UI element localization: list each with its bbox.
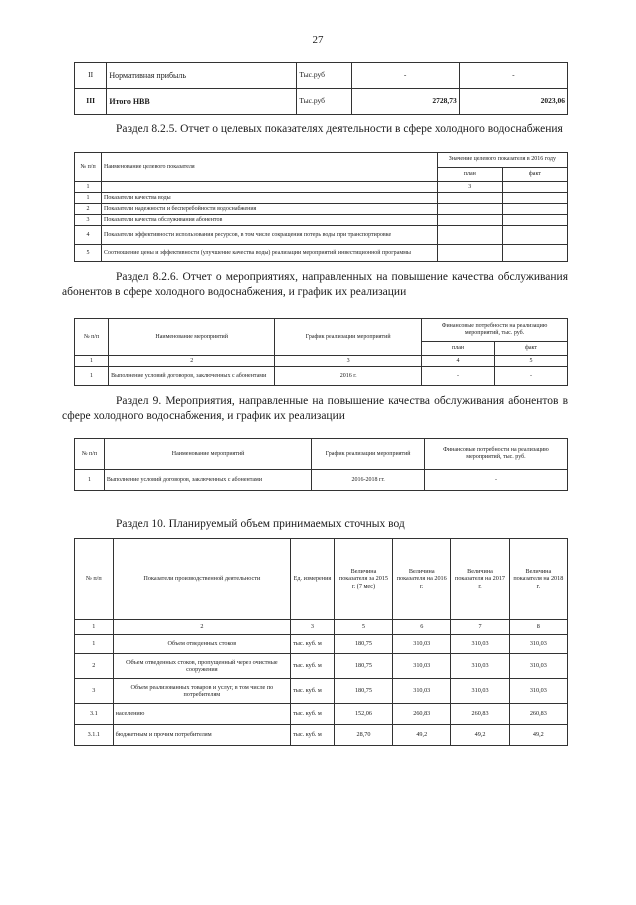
row-plan [437, 245, 502, 262]
col-2015-header: Величина показателя за 2015 г. (7 мес) [334, 539, 392, 620]
row-2016: 49,2 [393, 725, 451, 746]
row-plan [437, 215, 502, 226]
table-row [75, 635, 568, 654]
colnum: 8 [509, 620, 567, 635]
col-schedule-header: График реализации мероприятий [312, 439, 425, 470]
row-num: 2 [75, 204, 102, 215]
row-2015: 152,06 [334, 704, 392, 725]
section-826-table [74, 318, 568, 386]
col-value-header: Значение целевого показателя в 2016 году [437, 153, 567, 168]
table-row [75, 204, 568, 215]
row-num: 1 [75, 367, 109, 386]
table-row [75, 704, 568, 725]
col-fact-header: факт [502, 167, 567, 182]
row-2015: 180,75 [334, 654, 392, 679]
row-unit: тыс. куб. м [291, 679, 335, 704]
section-10-title: Раздел 10. Планируемый объем принимаемых сточных вод [116, 518, 405, 530]
table-row [75, 193, 568, 204]
row-num: 2 [75, 654, 114, 679]
row-unit: тыс. куб. м [291, 704, 335, 725]
row-num: II [75, 63, 107, 89]
row-name: Показатели качества воды [102, 193, 438, 204]
section-10-table [74, 538, 568, 746]
table-header-row [75, 153, 568, 168]
col-fact-header: факт [495, 342, 568, 356]
colnum [102, 182, 438, 193]
row-name: Показатели качества обслуживания абонентов [102, 215, 438, 226]
col-unit-header: Ед. измерения [291, 539, 335, 620]
row-unit: тыс. куб. м [291, 635, 335, 654]
table-header-row [75, 539, 568, 620]
row-name: Соотношение цены и эффективности (улучшение качества воды) реализации мероприятий инвестиционной программы [102, 245, 438, 262]
table-row [75, 679, 568, 704]
row-num: 1 [75, 193, 102, 204]
col-num-header: № п/п [75, 539, 114, 620]
row-num: 3 [75, 215, 102, 226]
table-row [75, 63, 568, 89]
section-826-title: Раздел 8.2.6. Отчет о мероприятиях, направленных на повышение качества обслуживания абонентов в сфере холодного водоснабжения, и график их реализации [62, 271, 568, 298]
row-2016: 310,03 [393, 635, 451, 654]
row-plan [437, 226, 502, 245]
row-2018: 310,03 [509, 679, 567, 704]
colnum: 7 [451, 620, 509, 635]
page-number: 27 [312, 34, 324, 46]
section-825-title: Раздел 8.2.5. Отчет о целевых показателях деятельности в сфере холодного водоснабжения [116, 123, 563, 135]
col-2016-header: Величина показателя на 2016 г. [393, 539, 451, 620]
col-finance-header: Финансовые потребности на реализацию мероприятий, тыс. руб. [424, 439, 567, 470]
section-825-table [74, 152, 568, 262]
col-name-header: Наименование мероприятий [104, 439, 311, 470]
row-value-2: - [459, 63, 567, 89]
col-name-header: Показатели производственной деятельности [113, 539, 290, 620]
row-plan [437, 204, 502, 215]
row-plan [437, 193, 502, 204]
col-num-header: № п/п [75, 319, 109, 356]
table-row [75, 89, 568, 115]
row-num: 1 [75, 470, 105, 491]
row-name: Нормативная прибыль [107, 63, 297, 89]
table-row [75, 470, 568, 491]
section-9-table [74, 438, 568, 491]
col-plan-header: план [437, 167, 502, 182]
row-num: 3.1 [75, 704, 114, 725]
row-num: 3.1.1 [75, 725, 114, 746]
row-name: Итого НВВ [107, 89, 297, 115]
col-2017-header: Величина показателя на 2017 г. [451, 539, 509, 620]
table-row [75, 725, 568, 746]
table-colnum-row [75, 356, 568, 367]
col-num-header: № п/п [75, 439, 105, 470]
col-name-header: Наименование целевого показателя [102, 153, 438, 182]
col-finance-header: Финансовые потребности на реализацию мероприятий, тыс. руб. [422, 319, 568, 342]
row-name: Объем отведенных стоков, пропущенный через очистные сооружения [113, 654, 290, 679]
row-unit: тыс. куб. м [291, 725, 335, 746]
row-unit: Тыс.руб [297, 63, 351, 89]
row-unit: Тыс.руб [297, 89, 351, 115]
table-header-row [75, 439, 568, 470]
colnum: 5 [495, 356, 568, 367]
row-fact [502, 204, 567, 215]
row-2015: 28,70 [334, 725, 392, 746]
table-row [75, 245, 568, 262]
colnum: 3 [291, 620, 335, 635]
table-colnum-row [75, 620, 568, 635]
table-row [75, 215, 568, 226]
row-2016: 310,03 [393, 679, 451, 704]
row-name: Выполнение условий договоров, заключенных с абонентами [109, 367, 275, 386]
colnum: 5 [334, 620, 392, 635]
row-2017: 49,2 [451, 725, 509, 746]
row-fact [502, 245, 567, 262]
row-fact: - [495, 367, 568, 386]
row-name: Выполнение условий договоров, заключенных с абонентами [104, 470, 311, 491]
row-2015: 180,75 [334, 635, 392, 654]
row-schedule: 2016 г. [275, 367, 422, 386]
row-num: 5 [75, 245, 102, 262]
row-value-1: 2728,73 [351, 89, 459, 115]
table-row [75, 367, 568, 386]
colnum: 1 [75, 620, 114, 635]
table-row [75, 226, 568, 245]
colnum: 2 [113, 620, 290, 635]
row-name: Показатели эффективности использования ресурсов, в том числе сокращения потерь воды при транспортировке [102, 226, 438, 245]
row-fact [502, 215, 567, 226]
row-num: 3 [75, 679, 114, 704]
table-row [75, 654, 568, 679]
col-name-header: Наименование мероприятий [109, 319, 275, 356]
row-name: Показатели надежности и бесперебойности водоснабжения [102, 204, 438, 215]
row-2016: 260,83 [393, 704, 451, 725]
colnum: 2 [109, 356, 275, 367]
row-name: Объем отведенных стоков [113, 635, 290, 654]
row-name: бюджетным и прочим потребителям [113, 725, 290, 746]
colnum: 4 [422, 356, 495, 367]
colnum: 1 [75, 356, 109, 367]
table-colnum-row [75, 182, 568, 193]
row-2017: 260,83 [451, 704, 509, 725]
col-num-header: № п/п [75, 153, 102, 182]
row-2017: 310,03 [451, 635, 509, 654]
colnum: 3 [275, 356, 422, 367]
col-plan-header: план [422, 342, 495, 356]
row-2018: 49,2 [509, 725, 567, 746]
row-name: Объем реализованных товаров и услуг, в том числе по потребителям [113, 679, 290, 704]
col-2018-header: Величина показателя на 2018 г. [509, 539, 567, 620]
colnum [502, 182, 567, 193]
section-9-title: Раздел 9. Мероприятия, направленные на повышение качества обслуживания абонентов в сфере холодного водоснабжения, и график их реализации [62, 395, 568, 422]
row-unit: тыс. куб. м [291, 654, 335, 679]
table-header-row [75, 319, 568, 342]
row-2018: 260,83 [509, 704, 567, 725]
row-finance: - [424, 470, 567, 491]
colnum: 6 [393, 620, 451, 635]
row-num: 4 [75, 226, 102, 245]
row-fact [502, 226, 567, 245]
colnum: 1 [75, 182, 102, 193]
top-table [74, 62, 568, 115]
row-value-2: 2023,06 [459, 89, 567, 115]
col-schedule-header: График реализации мероприятий [275, 319, 422, 356]
row-2017: 310,03 [451, 679, 509, 704]
row-name: населению [113, 704, 290, 725]
row-2017: 310,03 [451, 654, 509, 679]
row-2018: 310,03 [509, 635, 567, 654]
row-value-1: - [351, 63, 459, 89]
colnum: 3 [437, 182, 502, 193]
row-plan: - [422, 367, 495, 386]
row-num: III [75, 89, 107, 115]
row-2018: 310,03 [509, 654, 567, 679]
row-2015: 180,75 [334, 679, 392, 704]
row-2016: 310,03 [393, 654, 451, 679]
row-num: 1 [75, 635, 114, 654]
row-fact [502, 193, 567, 204]
row-schedule: 2016-2018 гг. [312, 470, 425, 491]
